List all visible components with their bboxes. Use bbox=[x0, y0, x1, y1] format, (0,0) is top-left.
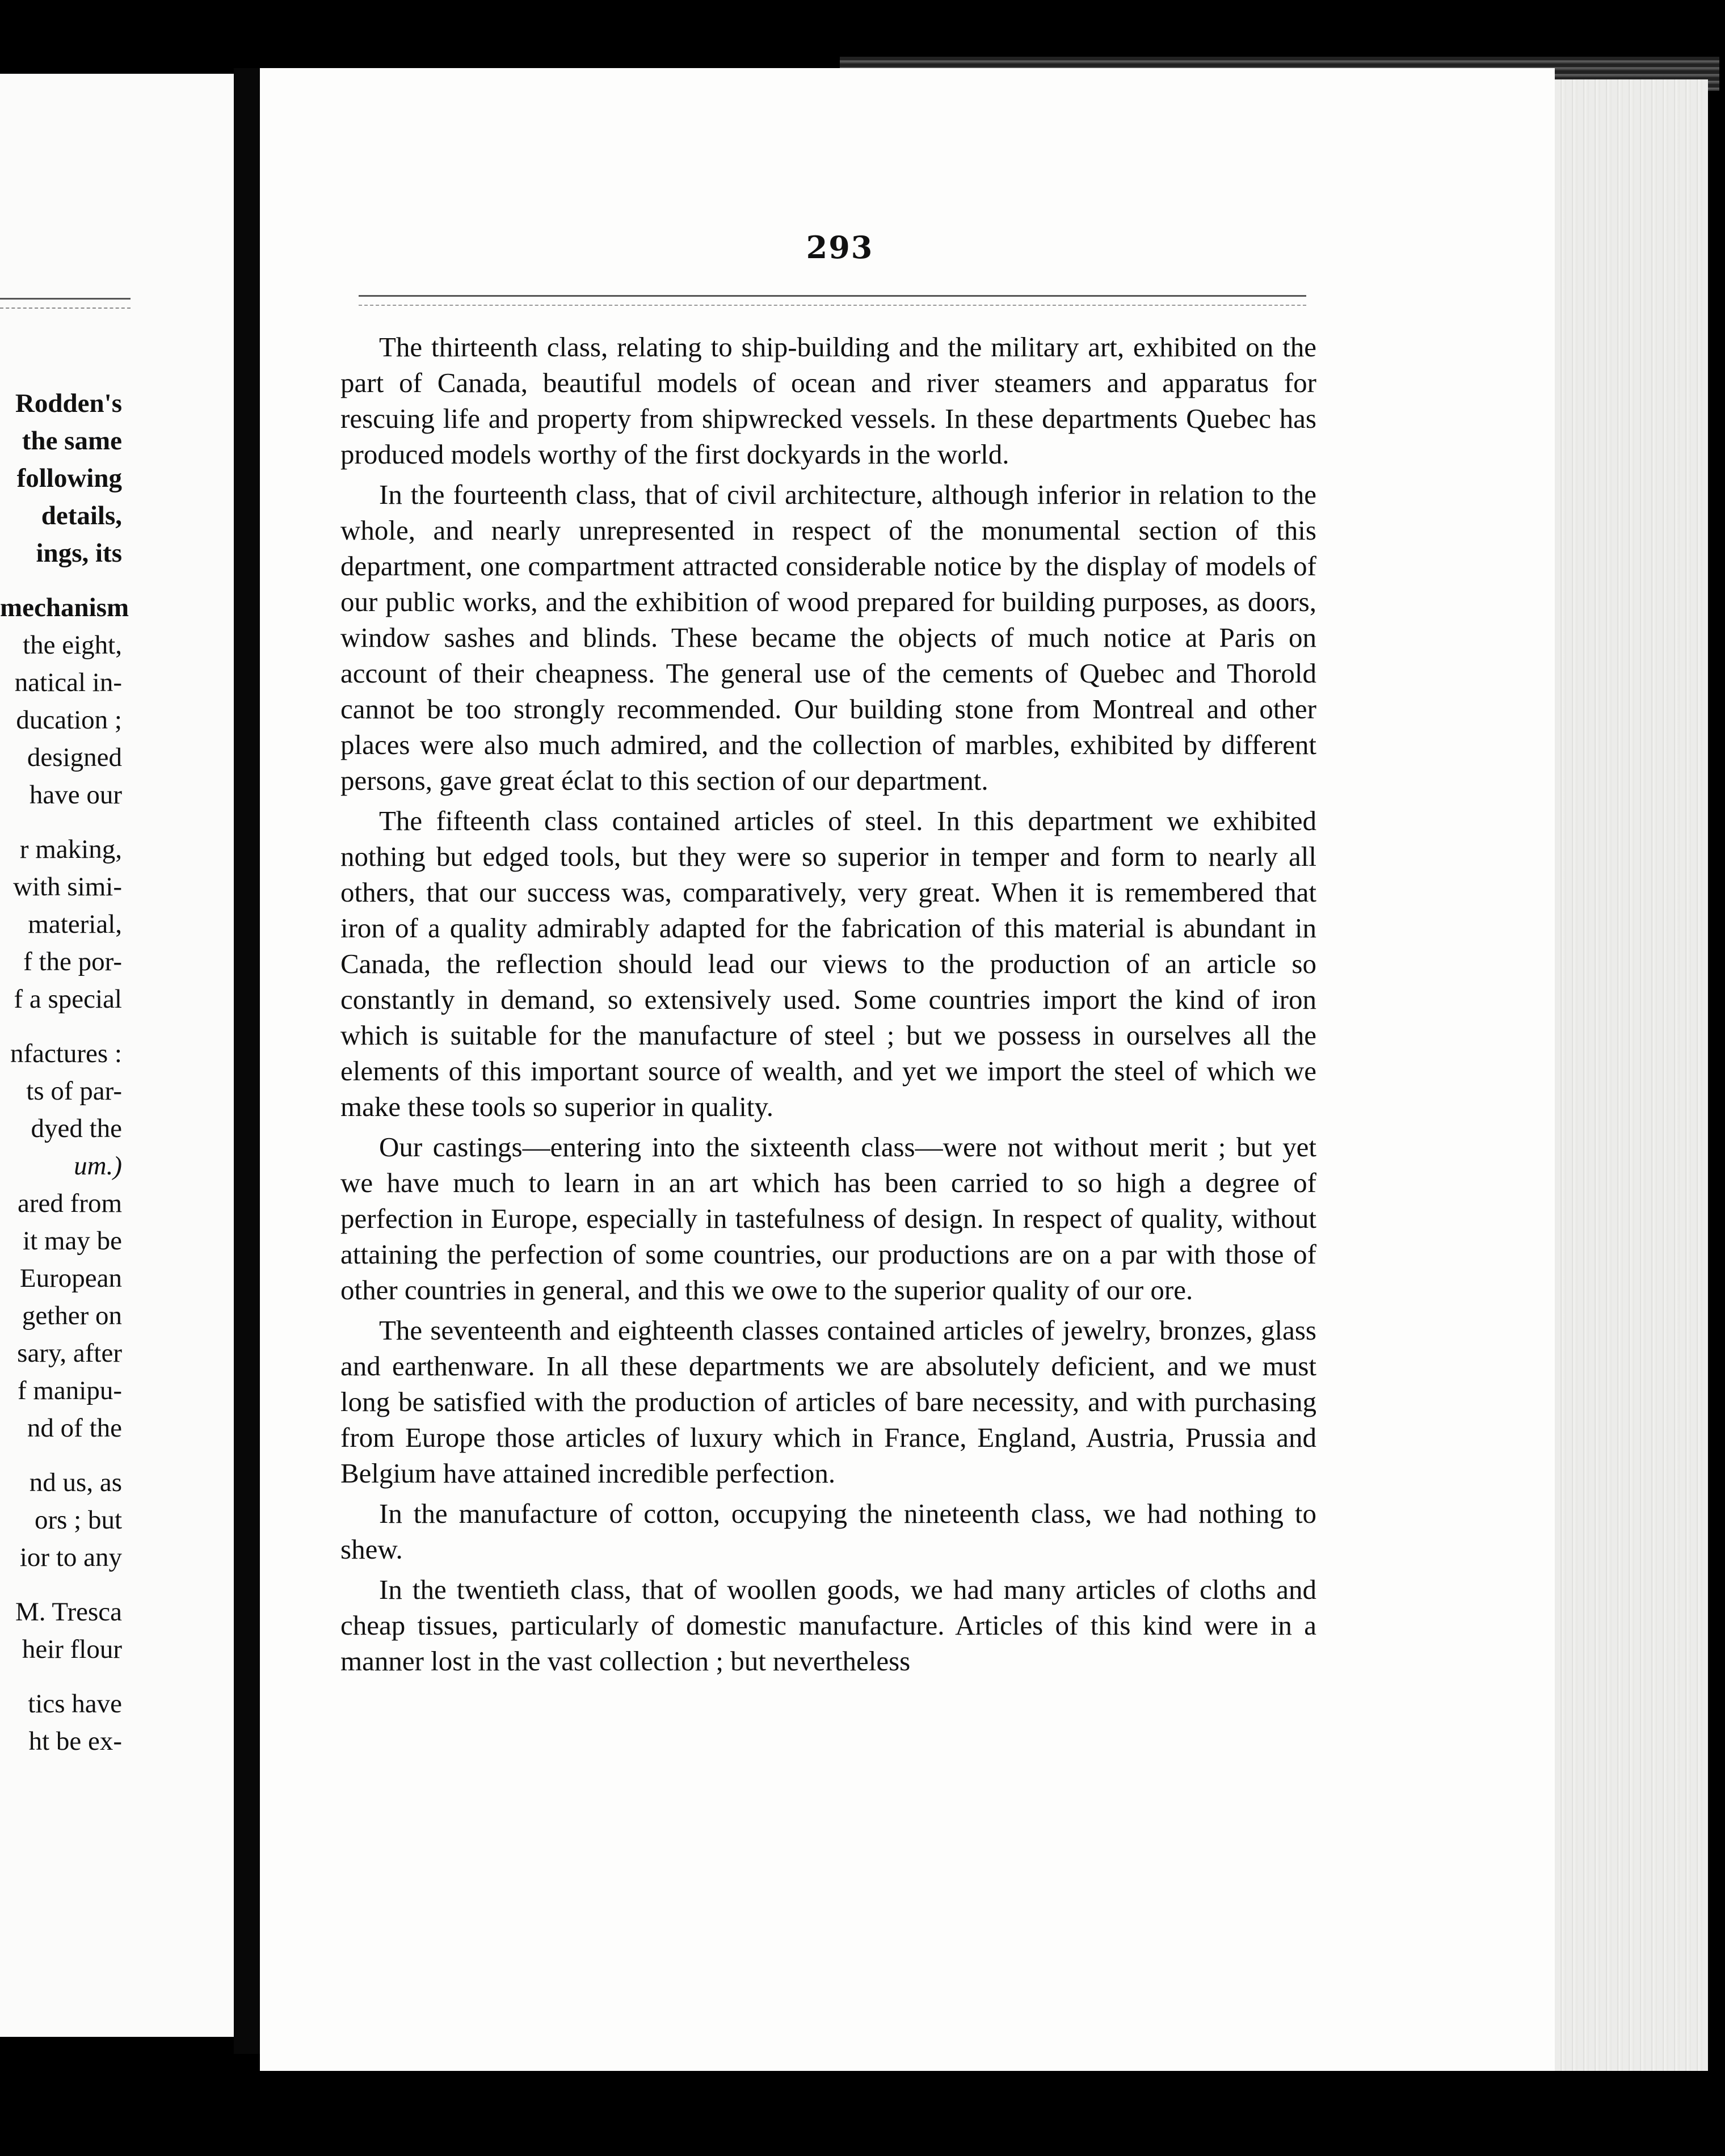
left-page-line: um.) bbox=[74, 1151, 122, 1181]
left-page-line: details, bbox=[41, 501, 122, 530]
page-body bbox=[340, 329, 1316, 1683]
paragraph-thirteenth-class: The thirteenth class, relating to ship-building and the military art, exhibited on the part of Canada, beautiful models of ocean and river steamers and apparatus for rescuing life and property from shipwrecked vessels. In these departments Quebec has produced models worthy of the first dockyards in the world. bbox=[340, 331, 1316, 470]
left-page-line: dyed the bbox=[31, 1114, 122, 1143]
left-page-line: ducation ; bbox=[16, 705, 122, 735]
left-page-line: nd us, as bbox=[29, 1468, 122, 1497]
left-page bbox=[0, 74, 234, 2037]
left-page-line: Rodden's bbox=[15, 389, 122, 418]
left-page-spacer bbox=[0, 1447, 122, 1464]
left-page-text bbox=[0, 385, 129, 1760]
paragraph-seventeenth-eighteenth-class: The seventeenth and eighteenth classes contained articles of jewelry, bronzes, glass and earthenware. In all these departments we are absolutely deficient, and we must long be satisfied with the production of articles of bare necessity, and with purchasing from Europe those articles of luxury which in France, England, Austria, Prussia and Belgium have attained incredible perfection. bbox=[340, 1315, 1316, 1489]
left-page-line: natical in- bbox=[14, 668, 122, 697]
left-page-line: r making, bbox=[19, 835, 122, 864]
page-edges bbox=[1555, 79, 1708, 2071]
left-page-line: sary, after bbox=[17, 1338, 122, 1368]
left-page-line: with simi- bbox=[13, 872, 122, 902]
left-page-line: f the por- bbox=[23, 947, 122, 976]
left-page-line: f manipu- bbox=[17, 1376, 122, 1405]
left-page-line: the eight, bbox=[23, 630, 122, 660]
paragraph-sixteenth-class: Our castings—entering into the sixteenth class—were not without merit ; but yet we have much to learn in an art which has been carried to so high a degree of perfection in Europe, especially in tastefulness of design. In respect of quality, without attaining the perfection of some countries, our productions are on a par with those of other countries in general, and this we owe to the superior quality of our ore. bbox=[340, 1131, 1316, 1306]
left-page-line: ts of par- bbox=[26, 1076, 122, 1106]
left-page-line: it may be bbox=[23, 1226, 122, 1256]
page-number: 293 bbox=[806, 229, 874, 266]
left-page-line: nfactures : bbox=[10, 1039, 122, 1068]
left-page-line: European bbox=[19, 1264, 122, 1293]
paragraph-twentieth-class: In the twentieth class, that of woollen goods, we had many articles of cloths and cheap tissues, particularly of domestic manufacture. Articles of this kind were in a manner lost in the vast collection ; but nevertheless bbox=[340, 1574, 1316, 1677]
left-page-line: f a special bbox=[14, 984, 122, 1014]
left-page-spacer bbox=[0, 1668, 122, 1685]
left-page-line: tics have bbox=[28, 1689, 122, 1719]
left-page-spacer bbox=[0, 814, 122, 831]
left-page-line: ior to any bbox=[19, 1543, 122, 1572]
paragraph-fourteenth-class: In the fourteenth class, that of civil architecture, although inferior in relation to the whole, and nearly unrepresented in respect of the monumental section of this department, one compartment attracted considerable notice by the display of models of our public works, and the exhibition of wood prepared for building purposes, as doors, window sashes and blinds. These became the objects of much notice at Paris on account of their cheapness. The general use of the cements of Quebec and Thorold cannot be too strongly recommended. Our building stone from Montreal and other places were also much admired, and the collection of marbles, exhibited by different persons, gave great éclat to this section of our department. bbox=[340, 479, 1316, 796]
left-page-line: heir flour bbox=[22, 1635, 122, 1664]
left-page-spacer bbox=[0, 1018, 122, 1035]
paragraph-fifteenth-class: The fifteenth class contained articles of steel. In this department we exhibited nothing but edged tools, but they were so superior in temper and form to nearly all others, that our success was, comparatively, very great. When it is remembered that iron of a quality admirably adapted for the fabrication of this material is abundant in Canada, the reflection should lead our views to the production of an article so constantly in demand, so extensively used. Some countries import the kind of iron which is suitable for the manufacture of steel ; but we possess in ourselves all the elements of this important source of wealth, and yet we import the steel of which we make these tools so superior in quality. bbox=[340, 805, 1316, 1122]
left-page-line: following bbox=[16, 464, 122, 493]
left-page-line: designed bbox=[27, 743, 122, 772]
left-page-line: material, bbox=[28, 909, 122, 939]
left-page-line: ors ; but bbox=[34, 1505, 122, 1535]
left-page-header-rule bbox=[0, 298, 131, 309]
left-page-line: M. Tresca bbox=[15, 1597, 122, 1627]
left-page-line: ared from bbox=[18, 1189, 122, 1218]
left-page-line: gether on bbox=[22, 1301, 122, 1330]
book-gutter bbox=[234, 68, 260, 2054]
left-page-line: have our bbox=[29, 780, 122, 810]
left-page-line: ht be ex- bbox=[28, 1727, 122, 1756]
left-page-spacer bbox=[0, 1576, 122, 1593]
paragraph-nineteenth-class: In the manufacture of cotton, occupying the nineteenth class, we had nothing to shew. bbox=[340, 1498, 1316, 1565]
left-page-spacer bbox=[0, 572, 122, 589]
header-rule bbox=[359, 295, 1306, 306]
left-page-line: ings, its bbox=[36, 538, 122, 568]
left-page-line: the same bbox=[22, 426, 122, 456]
left-page-line: nd of the bbox=[27, 1413, 122, 1443]
left-page-line: mechanism bbox=[0, 593, 129, 622]
